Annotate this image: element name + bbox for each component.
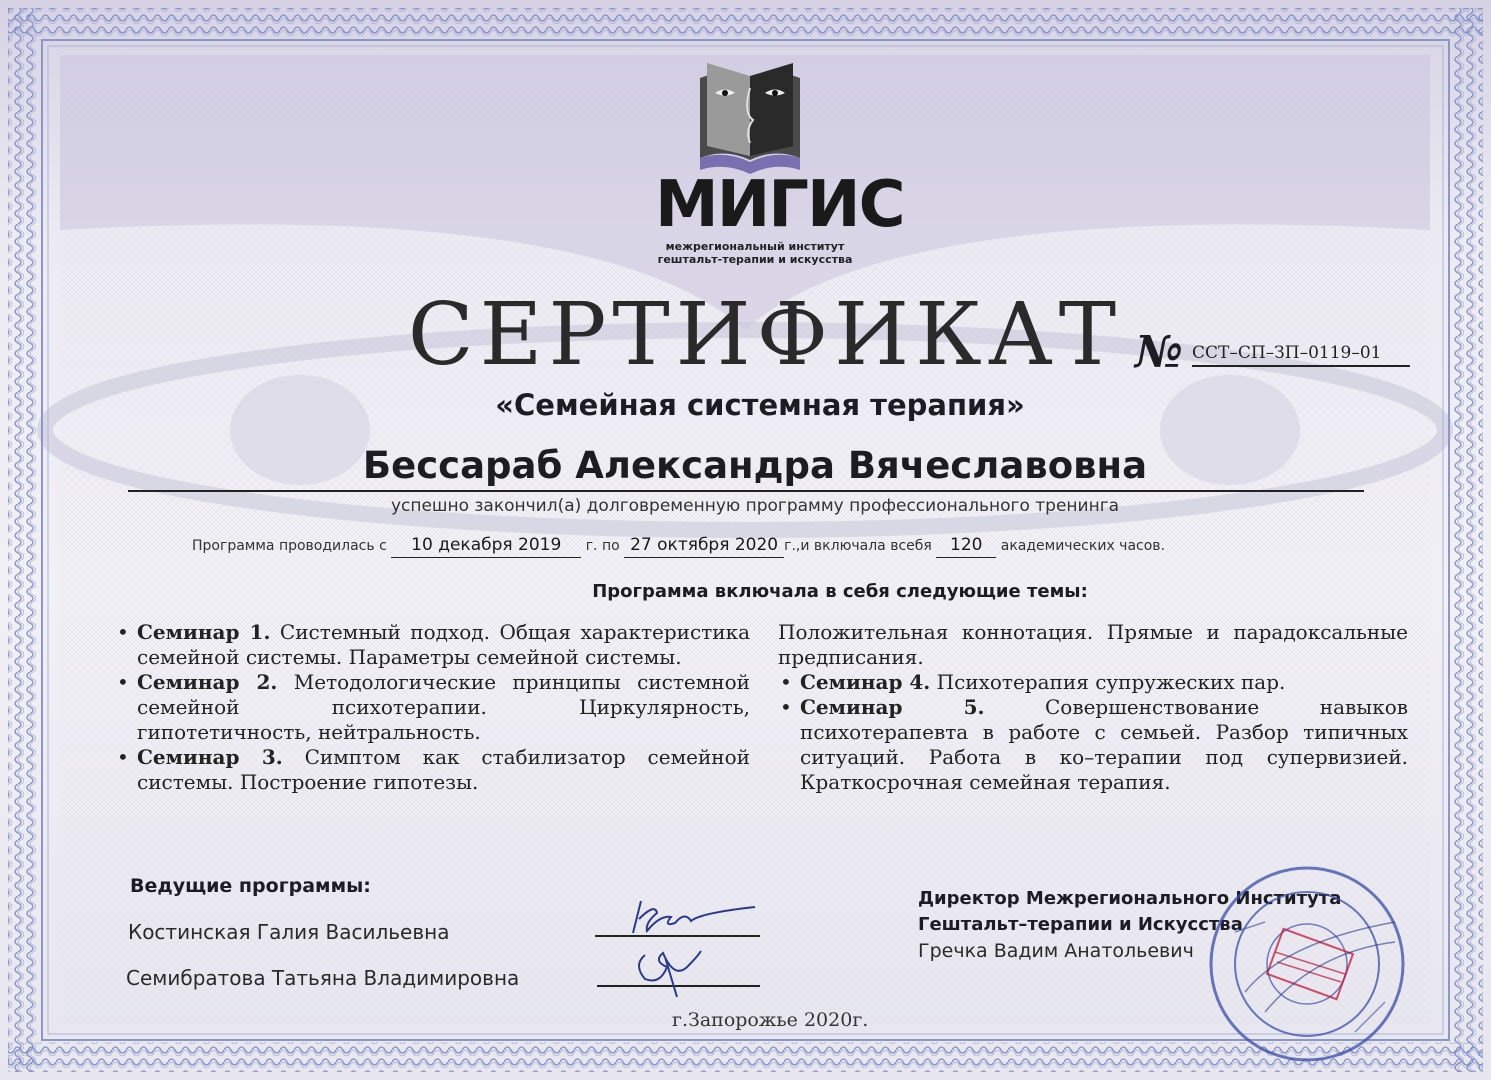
course-name: «Семейная системная терапия» (495, 388, 1025, 422)
city-date: г.Запорожье 2020г. (672, 1009, 869, 1031)
topics-heading: Программа включала в себя следующие темы: (592, 581, 1088, 602)
seminar-text: Совершенствование навыков психотерапевта в работе с семьей. Разбор типичных ситуаций. Работа в ко–терапии под супервизией. Краткосрочная семейная терапия. (800, 695, 1408, 794)
book-faces-logo-icon (695, 58, 805, 178)
hosts-heading: Ведущие программы: (130, 875, 371, 897)
host-name: Семибратова Татьяна Владимировна (126, 966, 520, 990)
completed-text: успешно закончил(а) долговременную программу профессионального тренинга (390, 496, 1120, 516)
seminar-label: Семинар 1. (137, 620, 271, 644)
seminar-item (778, 695, 1408, 795)
seminar-item (115, 670, 750, 745)
period-suffix: академических часов. (1000, 538, 1165, 554)
host-signatures-icon (605, 893, 775, 1003)
seminar-text: Симптом как стабилизатор семейной системы. Построение гипотезы. (137, 745, 750, 794)
seminar-continuation: Положительная коннотация. Прямые и парадоксальные предписания. (778, 620, 1408, 669)
period-end: 27 октября 2020 (624, 533, 784, 558)
host-name: Костинская Галия Васильевна (128, 920, 450, 944)
director-title-line1: Директор Межрегионального Института (918, 888, 1342, 909)
seminar-label: Семинар 2. (137, 670, 278, 694)
period-prefix: Программа проводилась с (192, 538, 387, 554)
seminar-text: Системный подход. Общая характеристика семейной системы. Параметры семейной системы. (137, 620, 750, 669)
program-period (192, 533, 1372, 558)
seminar-text: Методологические принципы системной семейной психотерапии. Циркулярность, гипотетичность, нейтральность. (137, 670, 751, 744)
brand-subtitle (655, 240, 855, 266)
holder-underline (128, 490, 1364, 492)
seminar-label: Семинар 5. (800, 695, 985, 719)
seminar-item (778, 670, 1408, 695)
certificate-title: СЕРТИФИКАТ (407, 285, 1123, 385)
brand-subtitle-line1: межрегиональный институт (665, 240, 845, 253)
number-sign: № (1135, 327, 1183, 378)
seminar-item (115, 620, 750, 670)
period-by: по (601, 538, 620, 554)
seminar-label: Семинар 4. (800, 670, 931, 694)
seminar-label: Семинар 3. (137, 745, 283, 769)
holder-name: Бессараб Александра Вячеславовна (362, 444, 1148, 487)
brand-name: МИГИС (655, 168, 904, 242)
period-hours: 120 (936, 533, 996, 558)
seminars-left-column (115, 620, 750, 795)
period-start: 10 декабря 2019 (391, 533, 581, 558)
seminar-item (115, 745, 750, 795)
period-g: г. (585, 538, 598, 554)
seminars-right-column (778, 620, 1408, 795)
seminar-text: Психотерапия супружеских пар. (936, 670, 1286, 694)
period-mid: г.,и включала всебя (784, 538, 932, 554)
certificate-number: ССТ–СП–ЗП–0119–01 (1192, 341, 1410, 367)
official-stamp-icon (1205, 862, 1410, 1067)
director-name: Гречка Вадим Анатольевич (918, 940, 1194, 962)
director-title-line2: Гештальт–терапии и Искусства (918, 914, 1243, 935)
brand-subtitle-line2: гештальт-терапии и искусства (657, 253, 853, 266)
